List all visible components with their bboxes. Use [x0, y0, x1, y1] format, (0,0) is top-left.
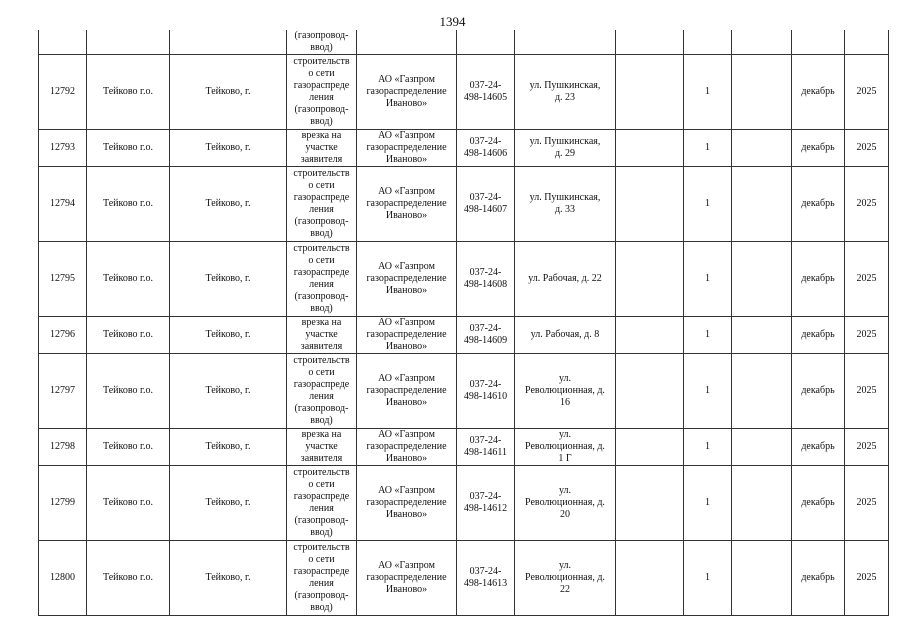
quantity-cell: 1 — [684, 130, 732, 167]
empty-cell — [732, 429, 792, 466]
number-cell: 12794 — [39, 167, 87, 242]
code-cell: 037-24- 498-14610 — [457, 354, 515, 429]
district-cell: Тейково г.о. — [87, 317, 170, 354]
number-cell: 12796 — [39, 317, 87, 354]
year-cell: 2025 — [845, 55, 889, 130]
number-cell: 12795 — [39, 242, 87, 317]
work-type-cell: строительств о сети газораспреде ления (газопровод- ввод) — [287, 242, 357, 317]
district-cell: Тейково г.о. — [87, 541, 170, 616]
district-cell: Тейково г.о. — [87, 354, 170, 429]
organization-cell: АО «Газпром газораспределение Иваново» — [357, 242, 457, 317]
code-cell: 037-24- 498-14606 — [457, 130, 515, 167]
empty-cell — [616, 317, 684, 354]
month-cell: декабрь — [792, 317, 845, 354]
quantity-cell: 1 — [684, 354, 732, 429]
quantity-cell: 1 — [684, 242, 732, 317]
empty-cell — [732, 130, 792, 167]
settlement-cell: Тейково, г. — [170, 354, 287, 429]
district-cell: Тейково г.о. — [87, 167, 170, 242]
settlement-cell: Тейково, г. — [170, 466, 287, 541]
settlement-cell: Тейково, г. — [170, 130, 287, 167]
settlement-cell: Тейково, г. — [170, 167, 287, 242]
code-cell: 037-24- 498-14613 — [457, 541, 515, 616]
work-type-cell: строительств о сети газораспреде ления (газопровод- ввод) — [287, 466, 357, 541]
empty-cell — [616, 55, 684, 130]
work-type-cell: (газопровод- ввод) — [287, 30, 357, 55]
district-cell: Тейково г.о. — [87, 466, 170, 541]
organization-cell: АО «Газпром газораспределение Иваново» — [357, 466, 457, 541]
organization-cell: АО «Газпром газораспределение Иваново» — [357, 167, 457, 242]
empty-cell — [732, 317, 792, 354]
empty-cell — [732, 167, 792, 242]
code-cell: 037-24- 498-14609 — [457, 317, 515, 354]
quantity-cell: 1 — [684, 429, 732, 466]
work-type-cell: врезка на участке заявителя — [287, 317, 357, 354]
code-cell: 037-24- 498-14611 — [457, 429, 515, 466]
quantity-cell: 1 — [684, 541, 732, 616]
address-cell: ул. Революционная, д. 16 — [515, 354, 616, 429]
table-row — [39, 167, 889, 242]
number-cell: 12797 — [39, 354, 87, 429]
address-cell: ул. Рабочая, д. 22 — [515, 242, 616, 317]
organization-cell: АО «Газпром газораспределение Иваново» — [357, 317, 457, 354]
empty-cell — [732, 242, 792, 317]
address-cell: ул. Революционная, д. 20 — [515, 466, 616, 541]
month-cell: декабрь — [792, 354, 845, 429]
work-type-cell: врезка на участке заявителя — [287, 130, 357, 167]
number-cell: 12793 — [39, 130, 87, 167]
year-cell: 2025 — [845, 354, 889, 429]
number-cell: 12799 — [39, 466, 87, 541]
year-cell: 2025 — [845, 466, 889, 541]
table-row — [39, 55, 889, 130]
work-type-cell: врезка на участке заявителя — [287, 429, 357, 466]
quantity-cell: 1 — [684, 466, 732, 541]
page-number: 1394 — [439, 14, 466, 29]
year-cell: 2025 — [845, 429, 889, 466]
year-cell: 2025 — [845, 317, 889, 354]
table-row — [39, 429, 889, 466]
empty-cell — [616, 242, 684, 317]
settlement-cell: Тейково, г. — [170, 242, 287, 317]
table-row — [39, 541, 889, 616]
number-cell: 12800 — [39, 541, 87, 616]
table-row-continuation — [39, 30, 889, 55]
code-cell: 037-24- 498-14607 — [457, 167, 515, 242]
address-cell: ул. Пушкинская, д. 23 — [515, 55, 616, 130]
address-cell: ул. Пушкинская, д. 33 — [515, 167, 616, 242]
quantity-cell: 1 — [684, 167, 732, 242]
table-row — [39, 317, 889, 354]
organization-cell: АО «Газпром газораспределение Иваново» — [357, 354, 457, 429]
empty-cell — [616, 167, 684, 242]
empty-cell — [616, 354, 684, 429]
empty-cell — [616, 466, 684, 541]
quantity-cell: 1 — [684, 55, 732, 130]
table-row — [39, 466, 889, 541]
district-cell: Тейково г.о. — [87, 130, 170, 167]
table-body — [39, 30, 889, 616]
settlement-cell: Тейково, г. — [170, 317, 287, 354]
month-cell: декабрь — [792, 55, 845, 130]
empty-cell — [732, 55, 792, 130]
code-cell: 037-24- 498-14605 — [457, 55, 515, 130]
address-cell: ул. Революционная, д. 1 Г — [515, 429, 616, 466]
organization-cell: АО «Газпром газораспределение Иваново» — [357, 55, 457, 130]
organization-cell: АО «Газпром газораспределение Иваново» — [357, 541, 457, 616]
work-type-cell: строительств о сети газораспреде ления (газопровод- ввод) — [287, 167, 357, 242]
table-row — [39, 130, 889, 167]
year-cell: 2025 — [845, 242, 889, 317]
settlement-cell: Тейково, г. — [170, 429, 287, 466]
gasification-table — [38, 30, 889, 616]
year-cell: 2025 — [845, 541, 889, 616]
month-cell: декабрь — [792, 466, 845, 541]
empty-cell — [616, 429, 684, 466]
month-cell: декабрь — [792, 242, 845, 317]
empty-cell — [732, 541, 792, 616]
empty-cell — [616, 130, 684, 167]
district-cell: Тейково г.о. — [87, 55, 170, 130]
organization-cell: АО «Газпром газораспределение Иваново» — [357, 130, 457, 167]
address-cell: ул. Пушкинская, д. 29 — [515, 130, 616, 167]
month-cell: декабрь — [792, 167, 845, 242]
month-cell: декабрь — [792, 541, 845, 616]
district-cell: Тейково г.о. — [87, 242, 170, 317]
table-row — [39, 354, 889, 429]
district-cell: Тейково г.о. — [87, 429, 170, 466]
organization-cell: АО «Газпром газораспределение Иваново» — [357, 429, 457, 466]
settlement-cell: Тейково, г. — [170, 55, 287, 130]
number-cell: 12798 — [39, 429, 87, 466]
number-cell: 12792 — [39, 55, 87, 130]
empty-cell — [616, 541, 684, 616]
address-cell: ул. Рабочая, д. 8 — [515, 317, 616, 354]
empty-cell — [732, 466, 792, 541]
year-cell: 2025 — [845, 130, 889, 167]
month-cell: декабрь — [792, 429, 845, 466]
work-type-cell: строительств о сети газораспреде ления (газопровод- ввод) — [287, 541, 357, 616]
address-cell: ул. Революционная, д. 22 — [515, 541, 616, 616]
empty-cell — [732, 354, 792, 429]
settlement-cell: Тейково, г. — [170, 541, 287, 616]
month-cell: декабрь — [792, 130, 845, 167]
code-cell: 037-24- 498-14612 — [457, 466, 515, 541]
code-cell: 037-24- 498-14608 — [457, 242, 515, 317]
work-type-cell: строительств о сети газораспреде ления (газопровод- ввод) — [287, 55, 357, 130]
year-cell: 2025 — [845, 167, 889, 242]
work-type-cell: строительств о сети газораспреде ления (газопровод- ввод) — [287, 354, 357, 429]
quantity-cell: 1 — [684, 317, 732, 354]
table-row — [39, 242, 889, 317]
